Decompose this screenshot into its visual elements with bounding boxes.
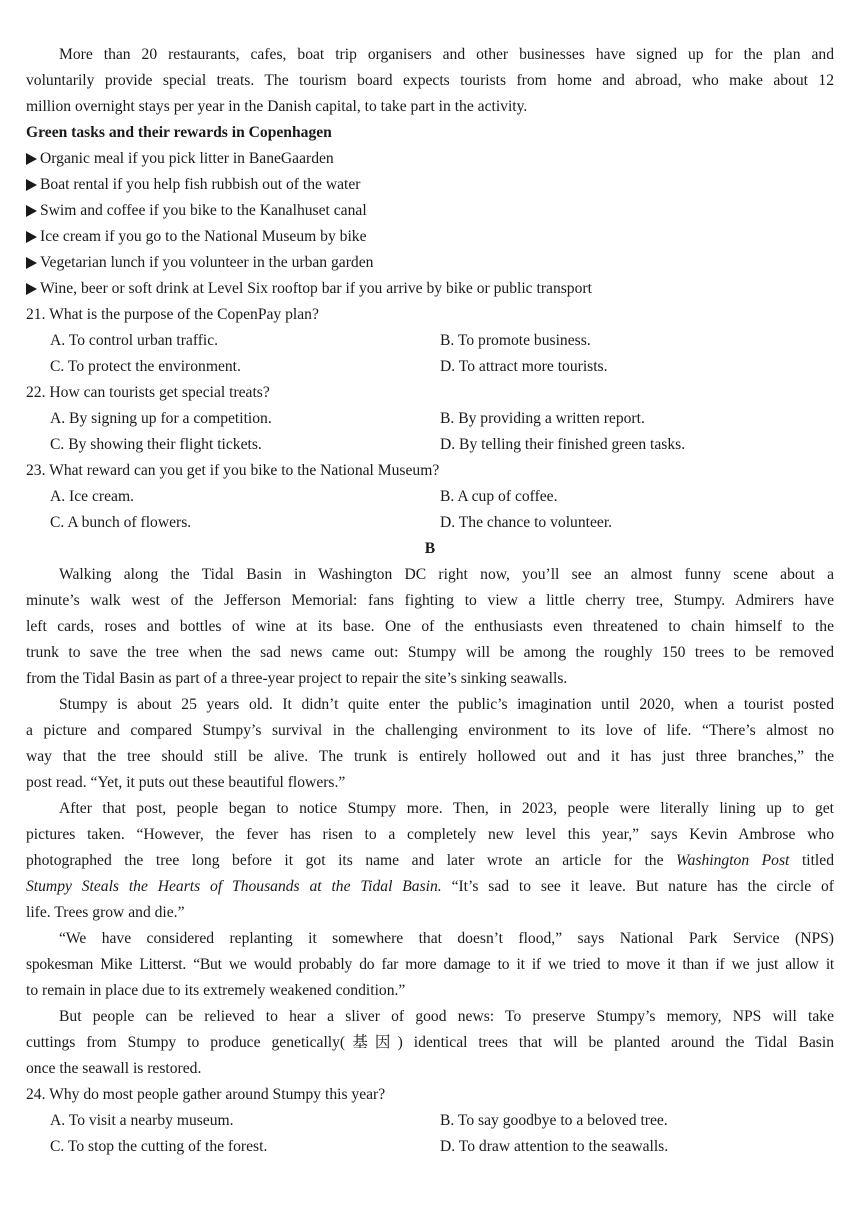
passage-a-line: million overnight stays per year in the Danish capital, to take part in the activity. (26, 98, 528, 115)
exam-page (26, 42, 834, 1160)
passage-b-line: post read. “Yet, it puts out these beautiful flowers.” (26, 774, 346, 791)
passage-b-line: a picture and compared Stumpy’s survival in the challenging environment to its love of life. “There’s almost no (26, 722, 834, 739)
article-title: Stumpy Steals the Hearts of Thousands at the Tidal Basin. (26, 878, 442, 895)
passage-b-line (26, 848, 834, 874)
list-item (26, 146, 834, 172)
option-c[interactable]: C. By showing their flight tickets. (50, 436, 262, 453)
option-b[interactable]: B. A cup of coffee. (440, 488, 558, 505)
option-b[interactable]: B. To say goodbye to a beloved tree. (440, 1112, 668, 1129)
passage-b-line: to remain in place due to its extremely weakened condition.” (26, 982, 406, 999)
newspaper-title: Washington Post (676, 852, 790, 869)
list-item-text: Boat rental if you help fish rubbish out of the water (40, 176, 361, 193)
passage-b-line: Stumpy is about 25 years old. It didn’t quite enter the public’s imagination until 2020, when a tourist posted (59, 696, 834, 713)
list-item-text: Ice cream if you go to the National Museum by bike (40, 228, 367, 245)
triangle-bullet-icon (26, 205, 37, 217)
option-a[interactable]: A. To visit a nearby museum. (50, 1112, 234, 1129)
list-item (26, 250, 834, 276)
list-item-text: Vegetarian lunch if you volunteer in the urban garden (40, 254, 374, 271)
option-c[interactable]: C. To protect the environment. (50, 358, 241, 375)
option-b[interactable]: B. To promote business. (440, 332, 591, 349)
passage-b-line: once the seawall is restored. (26, 1060, 202, 1077)
triangle-bullet-icon (26, 257, 37, 269)
options-row (26, 406, 834, 432)
passage-b-line: from the Tidal Basin as part of a three-year project to repair the site’s sinking seawalls. (26, 670, 568, 687)
option-d[interactable]: D. By telling their finished green tasks. (440, 436, 686, 453)
passage-b-line: After that post, people began to notice Stumpy more. Then, in 2023, people were literally lining up to get (59, 800, 834, 817)
question-stem: 24. Why do most people gather around Stumpy this year? (26, 1086, 386, 1103)
list-item-text: Wine, beer or soft drink at Level Six rooftop bar if you arrive by bike or public transport (40, 280, 592, 297)
list-item-text: Organic meal if you pick litter in BaneGaarden (40, 150, 334, 167)
option-a[interactable]: A. To control urban traffic. (50, 332, 219, 349)
triangle-bullet-icon (26, 179, 37, 191)
passage-b-line: trunk to save the tree when the sad news came out: Stumpy will be among the roughly 150 trees to be removed (26, 644, 834, 661)
list-item (26, 198, 834, 224)
question-stem: 22. How can tourists get special treats? (26, 384, 270, 401)
option-b[interactable]: B. By providing a written report. (440, 410, 645, 427)
text-run: “It’s sad to see it leave. But nature has the circle of (451, 878, 834, 895)
passage-a-line: voluntarily provide special treats. The tourism board expects tourists from home and abroad, who make about 12 (26, 72, 834, 89)
passage-b-line: pictures taken. “However, the fever has risen to a completely new level this year,” says Kevin Ambrose who (26, 826, 834, 843)
text-run: titled (801, 852, 834, 869)
option-c[interactable]: C. To stop the cutting of the forest. (50, 1138, 268, 1155)
passage-a-line: More than 20 restaurants, cafes, boat trip organisers and other businesses have signed up for the plan and (59, 46, 834, 63)
triangle-bullet-icon (26, 283, 37, 295)
options-row (26, 432, 834, 458)
options-row (26, 354, 834, 380)
triangle-bullet-icon (26, 153, 37, 165)
section-label: B (424, 540, 436, 557)
option-a[interactable]: A. By signing up for a competition. (50, 410, 272, 427)
option-a[interactable]: A. Ice cream. (50, 488, 134, 505)
option-d[interactable]: D. To draw attention to the seawalls. (440, 1138, 669, 1155)
passage-b-line (26, 874, 834, 900)
options-row (26, 1134, 834, 1160)
section-heading: Green tasks and their rewards in Copenhagen (26, 124, 332, 141)
list-item (26, 172, 834, 198)
option-c[interactable]: C. A bunch of flowers. (50, 514, 192, 531)
passage-b-line: “We have considered replanting it somewhere that doesn’t flood,” says National Park Service (NPS) (59, 930, 834, 947)
triangle-bullet-icon (26, 231, 37, 243)
passage-b-line: life. Trees grow and die.” (26, 904, 185, 921)
text-run: photographed the tree long before it got its name and later wrote an article for the (26, 852, 664, 869)
question-stem: 21. What is the purpose of the CopenPay plan? (26, 306, 319, 323)
option-d[interactable]: D. To attract more tourists. (440, 358, 608, 375)
list-item (26, 276, 834, 302)
options-row (26, 510, 834, 536)
passage-b-line: spokesman Mike Litterst. “But we would probably do far more damage to it if we tried to move it than if we just allow it (26, 956, 834, 973)
passage-b-line: But people can be relieved to hear a sliver of good news: To preserve Stumpy’s memory, NPS will take (59, 1008, 834, 1025)
options-row (26, 1108, 834, 1134)
passage-b-line: way that the tree should still be alive. The trunk is entirely hollowed out and it has just three branches,” the (26, 748, 834, 765)
passage-b-line: Walking along the Tidal Basin in Washington DC right now, you’ll see an almost funny scene about a (59, 566, 834, 583)
passage-b-line: minute’s walk west of the Jefferson Memorial: fans fighting to view a little cherry tree, Stumpy. Admirers have (26, 592, 834, 609)
option-d[interactable]: D. The chance to volunteer. (440, 514, 613, 531)
question-stem: 23. What reward can you get if you bike to the National Museum? (26, 462, 440, 479)
passage-b-line: left cards, roses and bottles of wine at its base. One of the enthusiasts even threatened to chain himself to the (26, 618, 834, 635)
list-item-text: Swim and coffee if you bike to the Kanalhuset canal (40, 202, 367, 219)
options-row (26, 484, 834, 510)
options-row (26, 328, 834, 354)
passage-b-line: cuttings from Stumpy to produce genetically(基因) identical trees that will be planted around the Tidal Basin (26, 1034, 834, 1051)
list-item (26, 224, 834, 250)
